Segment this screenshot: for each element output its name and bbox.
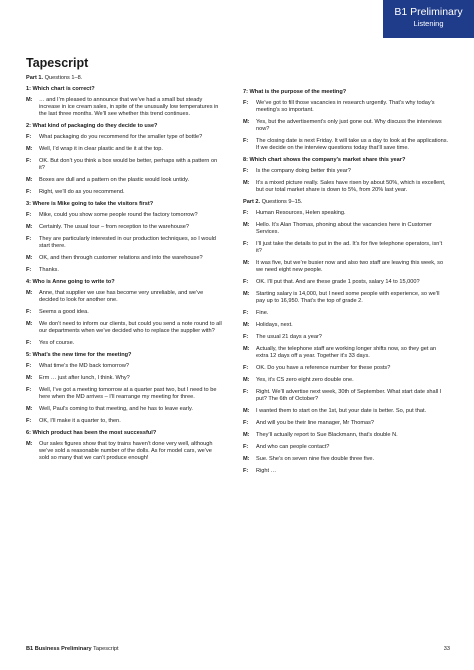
- dialogue-text: Right. We’ll advertise next week, 30th of September. What start date shall I put? The 6th of October?: [256, 389, 442, 402]
- dialogue-line: [26, 375, 222, 382]
- dialogue-line: [243, 389, 449, 403]
- dialogue-line: [243, 377, 449, 384]
- dialogue-line: [26, 255, 222, 262]
- dialogue-text: Certainly. The usual tour – from reception to the warehouse?: [39, 224, 189, 230]
- dialogue-line: [26, 406, 222, 413]
- dialogue-text: I wanted them to start on the 1st, but your date is better. So, put that.: [256, 408, 427, 414]
- dialogue-line: [26, 236, 222, 250]
- question-heading: 1: Which chart is correct?: [26, 86, 95, 92]
- dialogue-line: [243, 138, 449, 152]
- speaker-label: F:: [243, 168, 249, 174]
- dialogue-text: Right, we’ll do as you recommend.: [39, 189, 125, 195]
- dialogue-text: Seems a good idea.: [39, 309, 89, 315]
- speaker-label: F:: [26, 189, 32, 195]
- speaker-label: F:: [26, 363, 32, 369]
- dialogue-line: [243, 210, 449, 217]
- speaker-label: F:: [26, 267, 32, 273]
- page-title: Tapescript: [26, 56, 89, 70]
- speaker-label: F:: [26, 340, 32, 346]
- speaker-label: F:: [243, 210, 249, 216]
- speaker-label: F:: [243, 444, 249, 450]
- dialogue-line: [243, 260, 449, 274]
- footer-book: B1 Business Preliminary: [26, 646, 92, 652]
- part-1-heading: [26, 75, 222, 82]
- dialogue-line: [243, 365, 449, 372]
- dialogue-line: [26, 97, 222, 118]
- dialogue-line: [243, 346, 449, 360]
- dialogue-text: We’ve got to fill those vacancies in research urgently. That’s why today’s meeting’s so important.: [256, 100, 435, 113]
- right-items-b: [243, 210, 449, 475]
- dialogue-text: The closing date is next Friday. It will take us a day to look at the applications. If we decide on the interview questions today that’ll save time.: [256, 138, 449, 151]
- speaker-label: M:: [243, 408, 250, 414]
- question-heading: 3: Where is Mike going to take the visitors first?: [26, 201, 154, 207]
- speaker-label: M:: [26, 224, 33, 230]
- dialogue-text: Thanks.: [39, 267, 59, 273]
- question-heading: 6: Which product has been the most successful?: [26, 430, 157, 436]
- footer-section: Tapescript: [93, 646, 119, 652]
- speaker-label: M:: [243, 377, 250, 383]
- dialogue-line: [243, 468, 449, 475]
- footer-title: [26, 646, 119, 653]
- dialogue-text: What packaging do you recommend for the smaller type of bottle?: [39, 134, 203, 140]
- speaker-label: M:: [243, 180, 250, 186]
- speaker-label: M:: [26, 406, 33, 412]
- dialogue-line: [26, 363, 222, 370]
- speaker-label: M:: [26, 375, 33, 381]
- dialogue-line: [243, 432, 449, 439]
- dialogue-text: Hello. It’s Alan Thomas, phoning about the vacancies here in Customer Services.: [256, 222, 432, 235]
- dialogue-line: [243, 241, 449, 255]
- dialogue-text: The usual 21 days a year?: [256, 334, 322, 340]
- dialogue-line: [243, 322, 449, 329]
- dialogue-line: [26, 418, 222, 425]
- speaker-label: M:: [26, 97, 33, 103]
- question-heading: 8: Which chart shows the company’s market share this year?: [243, 157, 406, 163]
- dialogue-text: I’ll just take the details to put in the ad. It’s for five telephone operators, isn’t it?: [256, 241, 443, 254]
- speaker-label: M:: [243, 119, 250, 125]
- dialogue-line: [26, 224, 222, 231]
- dialogue-line: [26, 177, 222, 184]
- speaker-label: M:: [243, 346, 250, 352]
- dialogue-text: Yes of course.: [39, 340, 75, 346]
- speaker-label: F:: [26, 158, 32, 164]
- dialogue-text: OK. Do you have a reference number for these posts?: [256, 365, 391, 371]
- dialogue-text: OK. I’ll put that. And are these grade 1 posts, salary 14 to 15,000?: [256, 279, 420, 285]
- speaker-label: M:: [243, 432, 250, 438]
- question-heading: 5: What’s the new time for the meeting?: [26, 352, 132, 358]
- speaker-label: F:: [243, 310, 249, 316]
- dialogue-line: [243, 408, 449, 415]
- question-heading: 4: Who is Anne going to write to?: [26, 279, 115, 285]
- speaker-label: F:: [26, 387, 32, 393]
- dialogue-line: [26, 290, 222, 304]
- badge-level: B1 Preliminary: [394, 6, 463, 18]
- dialogue-line: [26, 158, 222, 172]
- dialogue-text: Our sales figures show that toy trains haven’t done very well, although we’ve sold a reasonable number of the dolls. As for model cars, we’ve sold so many that we can’t produce enough!: [39, 441, 213, 461]
- dialogue-text: And will you be their line manager, Mr Thomas?: [256, 420, 375, 426]
- dialogue-text: And who can people contact?: [256, 444, 330, 450]
- dialogue-text: Well, I’ve got a meeting tomorrow at a quarter past two, but I need to be here when the MD arrives – I’ll rearrange my meeting for three.: [39, 387, 217, 400]
- dialogue-line: [26, 134, 222, 141]
- dialogue-line: [243, 334, 449, 341]
- part-2-questions: Questions 9–15.: [261, 199, 303, 205]
- dialogue-text: OK, and then through customer relations and into the warehouse?: [39, 255, 203, 261]
- dialogue-line: [243, 180, 449, 194]
- speaker-label: M:: [243, 291, 250, 297]
- dialogue-line: [26, 309, 222, 316]
- dialogue-line: [243, 456, 449, 463]
- dialogue-line: [243, 222, 449, 236]
- dialogue-text: It’s a mixed picture really. Sales have risen by about 50%, which is excellent, but our total market share is down to 5%, from 20% last year.: [256, 180, 446, 193]
- right-items-a: [243, 89, 449, 194]
- speaker-label: F:: [26, 212, 32, 218]
- speaker-label: F:: [243, 389, 249, 395]
- speaker-label: F:: [26, 236, 32, 242]
- part-1-questions: Questions 1–8.: [44, 75, 83, 81]
- speaker-label: F:: [243, 468, 249, 474]
- speaker-label: M:: [243, 456, 250, 462]
- dialogue-text: Well, Paul’s coming to that meeting, and he has to leave early.: [39, 406, 193, 412]
- dialogue-line: [26, 146, 222, 153]
- dialogue-line: [26, 387, 222, 401]
- dialogue-line: [243, 119, 449, 133]
- dialogue-text: OK, I’ll make it a quarter to, then.: [39, 418, 121, 424]
- dialogue-text: Anne, that supplier we use has become very unreliable, and we’ve decided to look for another one.: [39, 290, 204, 303]
- dialogue-text: Actually, the telephone staff are working longer shifts now, so they get an extra 12 days off a year. Together it’s 33 days.: [256, 346, 437, 359]
- dialogue-text: … and I’m pleased to announce that we’ve had a small but steady increase in ice cream sales, in spite of the unusually low temperatures in the last three months. We’ll see whether this trend continues.: [39, 97, 219, 117]
- speaker-label: F:: [26, 309, 32, 315]
- dialogue-text: Erm … just after lunch, I think. Why?: [39, 375, 130, 381]
- speaker-label: M:: [26, 290, 33, 296]
- speaker-label: M:: [26, 441, 33, 447]
- dialogue-line: [243, 310, 449, 317]
- dialogue-line: [243, 444, 449, 451]
- dialogue-text: What time’s the MD back tomorrow?: [39, 363, 130, 369]
- dialogue-line: [26, 212, 222, 219]
- speaker-label: F:: [26, 418, 32, 424]
- question-heading: 7: What is the purpose of the meeting?: [243, 89, 347, 95]
- speaker-label: M:: [243, 222, 250, 228]
- speaker-label: F:: [243, 334, 249, 340]
- dialogue-line: [26, 340, 222, 347]
- dialogue-line: [26, 441, 222, 462]
- speaker-label: F:: [243, 100, 249, 106]
- speaker-label: F:: [26, 134, 32, 140]
- dialogue-text: They’ll actually report to Sue Blackmann, that’s double N.: [256, 432, 398, 438]
- dialogue-line: [26, 189, 222, 196]
- dialogue-line: [243, 420, 449, 427]
- page-number: 33: [443, 646, 450, 652]
- speaker-label: M:: [243, 322, 250, 328]
- dialogue-text: OK. But don’t you think a box would be better, perhaps with a pattern on it?: [39, 158, 218, 171]
- dialogue-line: [243, 279, 449, 286]
- dialogue-text: Holidays, next.: [256, 322, 293, 328]
- part-1-label: Part 1.: [26, 75, 44, 81]
- dialogue-line: [26, 267, 222, 274]
- level-badge: [383, 0, 474, 38]
- dialogue-text: Well, I’d wrap it in clear plastic and tie it at the top.: [39, 146, 163, 152]
- speaker-label: F:: [243, 241, 249, 247]
- speaker-label: M:: [26, 255, 33, 261]
- speaker-label: F:: [243, 279, 249, 285]
- dialogue-line: [26, 321, 222, 335]
- speaker-label: F:: [243, 365, 249, 371]
- speaker-label: M:: [26, 146, 33, 152]
- part-2-heading: [243, 199, 449, 206]
- left-column: [26, 56, 222, 467]
- right-column: [243, 85, 449, 480]
- dialogue-text: Human Resources, Helen speaking.: [256, 210, 346, 216]
- speaker-label: M:: [26, 321, 33, 327]
- dialogue-line: [243, 100, 449, 114]
- dialogue-text: It was five, but we’re busier now and also two staff are leaving this week, so we need eight new people.: [256, 260, 444, 273]
- dialogue-text: Sue. She’s on seven nine five double three five.: [256, 456, 375, 462]
- speaker-label: M:: [243, 260, 250, 266]
- dialogue-text: Boxes are dull and a pattern on the plastic would look untidy.: [39, 177, 190, 183]
- dialogue-text: Starting salary is 14,000, but I need some people with experience, so we’ll pay up to 16,950. That’s the top of grade 2.: [256, 291, 440, 304]
- badge-skill: Listening: [413, 19, 444, 28]
- dialogue-line: [243, 168, 449, 175]
- dialogue-text: Yes, it’s CS zero eight zero double one.: [256, 377, 354, 383]
- dialogue-text: They are particularly interested in our production techniques, so I would start there.: [39, 236, 216, 249]
- speaker-label: M:: [26, 177, 33, 183]
- dialogue-text: Fine.: [256, 310, 269, 316]
- dialogue-line: [243, 291, 449, 305]
- question-heading: 2: What kind of packaging do they decide to use?: [26, 123, 158, 129]
- dialogue-text: Is the company doing better this year?: [256, 168, 351, 174]
- dialogue-text: Right …: [256, 468, 277, 474]
- part-2-label: Part 2.: [243, 199, 261, 205]
- dialogue-text: We don’t need to inform our clients, but could you send a note round to all our departments when we’ve decided who to replace the supplier with?: [39, 321, 222, 334]
- speaker-label: F:: [243, 138, 249, 144]
- left-items: [26, 86, 222, 462]
- speaker-label: F:: [243, 420, 249, 426]
- dialogue-text: Yes, but the advertisement’s only just gone out. Why discuss the interviews now?: [256, 119, 442, 132]
- dialogue-text: Mike, could you show some people round the factory tomorrow?: [39, 212, 198, 218]
